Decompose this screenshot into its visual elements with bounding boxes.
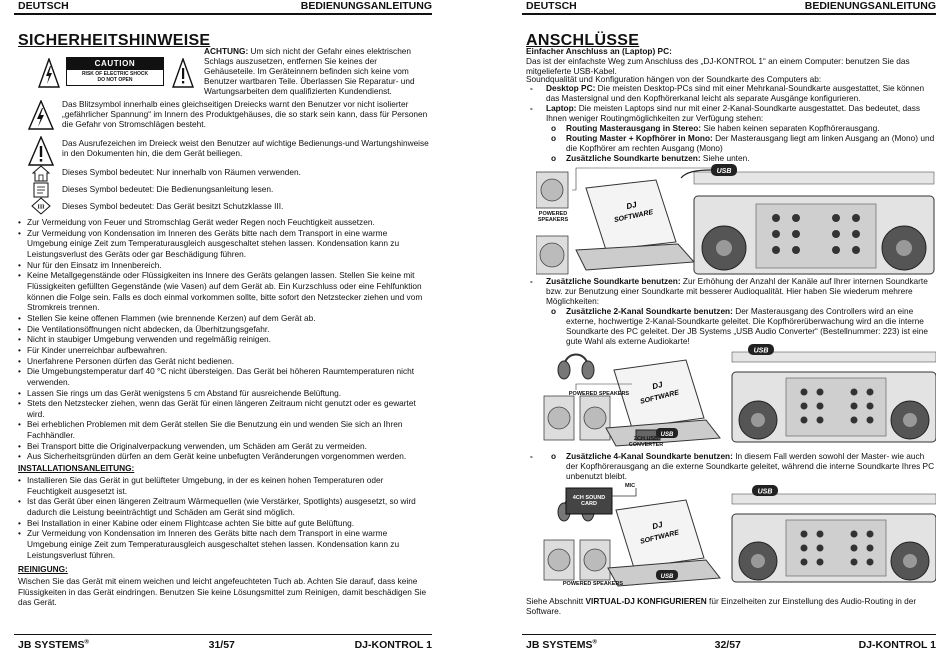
footer-rule [522,634,936,635]
caution-label [66,57,164,86]
list-item: • Stellen Sie keine offenen Flammen (wie brennende Kerzen) auf dem Gerät ab. [18,313,430,324]
caution-title: CAUTION [67,58,163,70]
usb-label-3: USB [757,488,773,496]
list-item: • Installieren Sie das Gerät in gut belüfteter Umgebung, in der es keinen hohen Temperaturen oder Feuchtigkeit ausgesetzt ist. [18,475,430,496]
mic-label: MIC [624,483,636,489]
list-item: • Bei Transport bitte die Originalverpackung verwenden, um Schäden am Gerät zu vermeiden. [18,441,430,452]
page-title: ANSCHLÜSSE [526,32,640,49]
intro-paragraph: Das ist der einfachste Weg zum Anschluss des „DJ-KONTROL 1“ an einem Computer: benutzen Sie das mitgelieferte USB-Kabel. [526,56,910,76]
svg-text:SOFTWARE: SOFTWARE [639,529,680,546]
page-footer [18,639,432,652]
manual-book-icon [32,182,50,198]
lightning-paragraph: Das Blitzsymbol innerhalb eines gleichseitigen Dreiecks warnt den Benutzer vor nicht isolierter „gefährlicher Spannung“ im Innern des Produktgehäuses, die so stark sein kann, dass für Personen die Gefahr von Stromschlägen besteht. [62,99,428,129]
indoor-house-icon [32,165,50,182]
clean-paragraph: Wischen Sie das Gerät mit einem weichen und leicht angefeuchteten Tuch ab. Achten Sie darauf, dass keine Flüssigkeiten in das Gerät eindringen. Benutzen Sie keine Lösungsmittel zum Reinigen, damit beschädigen Sie das Gerät. [18,576,427,608]
header-rule [522,13,936,15]
usb-label-1: USB [716,168,732,175]
footer-brand: JB SYSTEMS® [18,639,89,651]
list-item: • Keine Metallgegenstände oder Flüssigkeiten ins Innere des Geräts gelangen lassen. Stellen Sie keine mit Flüssigkeiten gefüllten Gegenstände (wie Vasen) auf dem Gerät ab. Ein Kurzschluss oder eine Fehlfunktion können die Folge sein. Falls es doch einmal vorkommen sollte, bitte sofort den Netzstecker ziehen und vom Stromkreis trennen. [18,270,430,313]
clean-heading: REINIGUNG: [18,564,68,574]
list-item: • Ist das Gerät über einen längeren Zeitraum Wärmequellen (wie Verstärker, Spotlights) ausgesetzt, so wird dadurch die Leistung beeinträchtigt und Schäden am Gerät sind möglich. [18,496,430,517]
extra-card-item: - Zusätzliche Soundkarte benutzen: Zur Erhöhung der Anzahl der Kanäle auf Ihrer internen Soundkarte bzw. zur Benutzung einer Soundkarte mit besserer Audioqualität. Hier haben Sie wiederum mehrere Möglichkeiten: o Zusätzliche 2-Kanal Soundkarte benutzen: Der Masterausgang des Controllers wird an eine externe, hochwertige 2-Kanal-Soundkarte geleitet. Die Kopfhörerüberwachung wird an die interne Soundkarte des PC geleitet. Der JB Systems „USB Audio Converter“ (Bestellnummer: 223) ist eine gute Wahl als externe Audiokarte! [526,277,936,347]
extra-card-options [546,307,936,347]
usb-label-2: USB [753,347,769,355]
caution-line1: RISK OF ELECTRIC SHOCK [81,70,149,77]
svg-text:USB: USB [660,432,674,438]
header-language: DEUTSCH [526,0,577,12]
four-channel-option: o - Zusätzliche 4-Kanal Soundkarte benutzen: In diesem Fall werden sowohl der Master- wie auch der Kopfhörerausgang an die externe Soundkarte geleitet, während die interne Soundkarte Ihres PC unbenutzt bleibt. [546,452,936,482]
footer-product: DJ-KONTROL 1 [354,639,432,651]
safety-list [18,217,430,462]
four-channel-wrapper [526,452,936,482]
svg-text:SOFTWARE: SOFTWARE [613,208,654,225]
exclamation-triangle-icon [28,136,54,166]
routing-stereo: o Routing Masterausgang in Stereo: Sie haben keinen separaten Kopfhörerausgang. [546,124,936,134]
indoor-text: Dieses Symbol bedeutet: Nur innerhalb von Räumen verwenden. [62,167,301,177]
laptop-item: - Laptop: Die meisten Laptops sind nur mit einer 2-Kanal-Soundkarte ausgestattet. Das bedeutet, dass Ihnen weniger Routingmöglichkeiten zur Verfügung stehen: o Routing Masterausgang in Stereo: Sie haben keinen separaten Kopfhörerausgang. o Routing Master + Kopfhörer in Mono: Der Masterausgang liegt am linken Ausgang an (Mono) und die Kopfhörer am rechten Ausgang (Mono) o Zusätzliche Soundkarte benutzen: Siehe unten. [526,104,936,164]
powered-speakers-label-1: POWERED SPEAKERS [537,211,569,224]
left-page [14,0,432,654]
header-doc-type: BEDIENUNGSANLEITUNG [300,0,432,12]
page-header [18,0,432,12]
list-item: • Die Umgebungstemperatur darf 40 °C nicht übersteigen. Das Gerät bei höheren Raumtemperaturen nicht verwenden. [18,366,430,387]
page-header [526,0,936,12]
usb-converter-label: 2CH USB CONVERTER [628,436,664,449]
achtung-label: ACHTUNG: [204,46,249,56]
list-item: • Lassen Sie rings um das Gerät wenigstens 5 cm Abstand für ausreichende Belüftung. [18,388,430,399]
list-item: • Bei Installation in einer Kabine oder einem Flightcase achten Sie bitte auf gute Belüftung. [18,518,430,529]
footer-page-number: 32/57 [714,639,741,651]
list-item: • Nur für den Einsatz im Innenbereich. [18,260,430,271]
header-language: DEUTSCH [18,0,69,12]
page-title: SICHERHEITSHINWEISE [18,32,211,49]
list-item: • Aus Sicherheitsgründen dürfen an dem Gerät keine unbefugten Veränderungen vorgenommen werden. [18,451,430,462]
list-item: • Zur Vermeidung von Kondensation im Inneren des Geräts bitte nach dem Transport in eine warme Umgebung einige Zeit zum Temperaturausgleich ausgeschaltet stehen lassen. Kondensation kann zu Leistungsverlust des Geräts oder gar Beschädigung führen. [18,228,430,260]
footer-rule [14,634,432,635]
dj-software-label-1: DJ [625,200,638,212]
two-channel-option: o Zusätzliche 2-Kanal Soundkarte benutzen: Der Masterausgang des Controllers wird an eine externe, hochwertige 2-Kanal-Soundkarte geleitet. Die Kopfhörerüberwachung wird an die interne Soundkarte des PC geleitet. Der JB Systems „USB Audio Converter“ (Bestellnummer: 223) ist eine gute Wahl als externe Audiokarte! [546,307,936,347]
achtung-paragraph [204,47,430,97]
manual-text: Dieses Symbol bedeutet: Die Bedienungsanleitung lesen. [62,184,274,194]
list-item: • Stets den Netzstecker ziehen, wenn das Gerät für einen längeren Zeitraum nicht genutzt oder es gewartet wird. [18,398,430,419]
routing-mono: o Routing Master + Kopfhörer in Mono: Der Masterausgang liegt am linken Ausgang an (Mono) und die Kopfhörer am rechten Ausgang (Mono) [546,134,936,154]
install-list [18,475,430,560]
achtung-text: Um sich nicht der Gefahr eines elektrischen Schlags auszusetzen, entfernen Sie keines der Gehäuseteile. Im Geräteinnern befinden sich keine vom Benutzer wartbaren Teile. Überlassen Sie Reparatur- und Wartungsarbeiten dem qualifizierten Kundendienst. [204,46,415,96]
pc-type-list [526,84,936,164]
extra-card-list [526,277,936,347]
protection-class-iii-icon [31,197,51,215]
list-item: • Nicht in staubiger Umgebung verwenden und regelmäßig reinigen. [18,334,430,345]
caution-line2: DO NOT OPEN [97,77,133,84]
closing-paragraph: Siehe Abschnitt VIRTUAL-DJ KONFIGURIEREN für Einzelheiten zur Einstellung des Audio-Routing in der Software. [526,596,917,616]
page-footer [526,639,936,652]
list-item: • Für Kinder unerreichbar aufbewahren. [18,345,430,356]
lightning-triangle-icon [28,100,54,130]
right-page [522,0,936,654]
header-doc-type: BEDIENUNGSANLEITUNG [804,0,936,12]
svg-text:USB: USB [660,574,674,580]
connection-diagram-basic [536,158,936,276]
lightning-warning-icon [38,58,60,88]
class-text: Dieses Symbol bedeutet: Das Gerät besitzt Schutzklasse III. [62,201,284,211]
powered-speakers-label-2: POWERED SPEAKERS [568,391,630,397]
svg-text:SOFTWARE: SOFTWARE [639,389,680,406]
footer-brand: JB SYSTEMS® [526,639,597,651]
four-channel-list [526,452,936,482]
powered-speakers-label-3: POWERED SPEAKERS [562,581,624,587]
intro-quality: Soundqualität und Konfiguration hängen von der Soundkarte des Computers ab: [526,74,822,84]
class-iii-label: III [37,204,45,211]
svg-text:DJ: DJ [651,519,664,532]
svg-text:DJ: DJ [651,379,664,392]
install-heading: INSTALLATIONSANLEITUNG: [18,463,135,473]
footer-product: DJ-KONTROL 1 [858,639,936,651]
exclamation-paragraph: Das Ausrufezeichen im Dreieck weist den Benutzer auf wichtige Bedienungs-und Wartungshinweise in den Dokumenten hin, die dem Gerät beiliegen. [62,138,429,158]
subheading: Einfacher Anschluss an (Laptop) PC: [526,46,672,56]
list-item: • Zur Vermeidung von Kondensation im Inneren des Geräts bitte nach dem Transport in eine warme Umgebung einige Zeit zum Temperaturausgleich ausgeschaltet stehen lassen. Kondensation kann zu Leistungsverlust führen. [18,528,430,560]
routing-extra-card: o Zusätzliche Soundkarte benutzen: Siehe unten. [546,154,936,164]
list-item: • Bei erheblichen Problemen mit dem Gerät stellen Sie die Benutzung ein und wenden Sie sich an Ihren Fachhändler. [18,419,430,440]
list-item: • Die Ventilationsöffnungen nicht abdecken, da Überhitzungsgefahr. [18,324,430,335]
sound-card-label: 4CH SOUND CARD [572,495,606,508]
exclamation-warning-icon [172,58,194,88]
header-rule [14,13,432,15]
desktop-item: - Desktop PC: Die meisten Desktop-PCs sind mit einer Mehrkanal-Soundkarte ausgestattet, Sie können das Mastersignal und den Kopfhörerkanal leicht als separate Ausgänge konfigurieren. [526,84,936,104]
list-item: • Unerfahrene Personen dürfen das Gerät nicht bedienen. [18,356,430,367]
list-item: • Zur Vermeidung von Feuer und Stromschlag Gerät weder Regen noch Feuchtigkeit aussetzen. [18,217,430,228]
footer-page-number: 31/57 [208,639,235,651]
section-reference: VIRTUAL-DJ KONFIGURIEREN [585,596,707,606]
